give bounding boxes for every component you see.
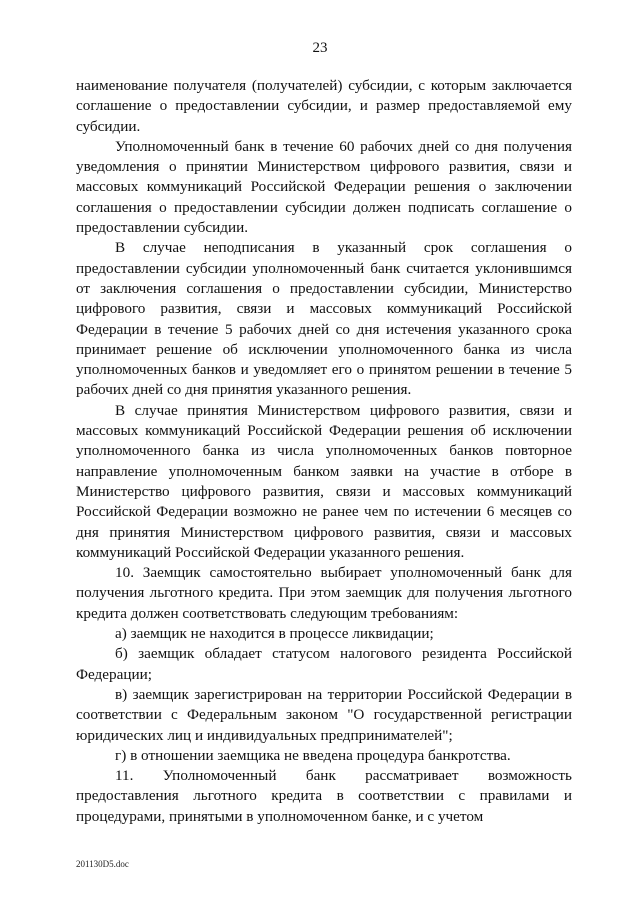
paragraph-item-10-v: в) заемщик зарегистрирован на территории Российской Федерации в соответствии с Федеральным законом "О государственной регистрации юридических лиц и индивидуальных предпринимателей";: [76, 685, 572, 744]
paragraph-item-11: 11. Уполномоченный банк рассматривает возможность предоставления льготного кредита в соответствии с правилами и процедурами, принятыми в уполномоченном банке, и с учетом: [76, 767, 572, 825]
document-body: [76, 76, 572, 827]
footer-filename: 201130D5.doc: [76, 859, 129, 869]
paragraph-item-10-g: г) в отношении заемщика не введена процедура банкротства.: [115, 746, 511, 764]
paragraph-item-10: 10. Заемщик самостоятельно выбирает уполномоченный банк для получения льготного кредита. При этом заемщик для получения льготного кредита должен соответствовать следующим требованиям:: [76, 564, 572, 622]
paragraph-exclusion: В случае принятия Министерством цифрового развития, связи и массовых коммуникаций Российской Федерации решения об исключении уполномоченного банка из числа уполномоченных банков повторное направление уполномоченным банком заявки на участие в отборе в Министерство цифрового развития, связи и массовых коммуникаций Российской Федерации возможно не ранее чем по истечении 6 месяцев со дня принятия Министерством цифрового развития, связи и массовых коммуникаций Российской Федерации указанного решения.: [76, 401, 572, 561]
page-number: 23: [312, 40, 328, 56]
paragraph-item-10-a: а) заемщик не находится в процессе ликвидации;: [115, 625, 434, 643]
paragraph-agreement-signing: Уполномоченный банк в течение 60 рабочих дней со дня получения уведомления о принятии Министерством цифрового развития, связи и массовых коммуникаций Российской Федерации решения о заключении соглашения о предоставлении субсидии должен подписать соглашение о предоставлении субсидии.: [76, 137, 572, 237]
paragraph-item-10-b: б) заемщик обладает статусом налогового резидента Российской Федерации;: [76, 645, 572, 683]
paragraph-continuation: наименование получателя (получателей) субсидии, с которым заключается соглашение о предоставлении субсидии, и размер предоставляемой ему субсидии.: [76, 77, 572, 135]
paragraph-non-signing: В случае неподписания в указанный срок соглашения о предоставлении субсидии уполномоченный банк считается уклонившимся от заключения соглашения о предоставлении субсидии, Министерство цифрового развития, связи и массовых коммуникаций Российской Федерации в течение 5 рабочих дней со дня истечения указанного срока принимает решение об исключении уполномоченного банка из числа уполномоченных банков и уведомляет его о принятом решении в течение 5 рабочих дней со дня принятия указанного решения.: [76, 239, 572, 399]
